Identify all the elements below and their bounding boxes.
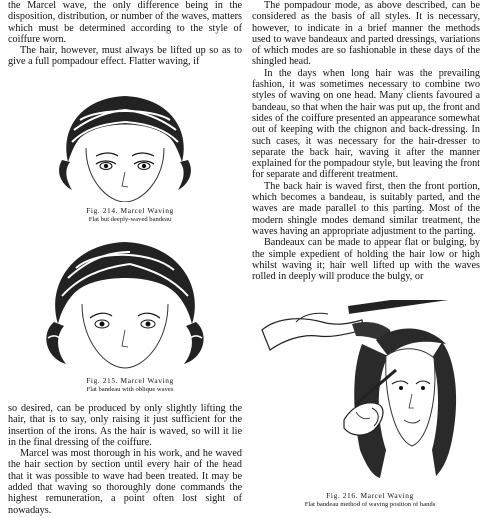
paragraph: Bandeaux can be made to appear flat or bulging, by the simple expedient of holding the hair low or high whilst waving it; hair well lifted up with the waves rolled in deeply will produce the bulgy, or [252, 237, 480, 283]
left-column-bottom-text [8, 403, 242, 516]
figure-215-caption [55, 376, 205, 394]
left-column-top-text [8, 0, 242, 68]
right-column-text [252, 0, 480, 282]
figure-subtitle: Flat bandeau with oblique waves [86, 386, 174, 393]
paragraph: In the days when long hair was the prevailing fashion, it was sometimes necessary to combine two styles of waving on one head. Many clients favoured a bandeau, so that when the hair was put up, the front and sides of the coiffure presented an appearance somewhat out of keeping with the chignon and back-dressing. In such cases, it was necessary for the hair-dresser to separate the back hair, waving it after the manner explained for the pompadour style, but leaving the front for separate and different treatment. [252, 67, 480, 181]
figure-number: Fig. 214. [86, 206, 119, 215]
figure-title: Marcel Waving [120, 206, 174, 215]
comb-icon [348, 300, 468, 314]
figure-214-illustration [50, 90, 200, 202]
paragraph: so desired, can be produced by only slightly lifting the hair, that is to say, only raising it just sufficient for the insertion of the irons. As the hair is waved, so will it lie in the final dressing of the coiffure. [8, 403, 242, 448]
figure-number: Fig. 215. [86, 376, 119, 385]
figure-title: Marcel Waving [360, 491, 414, 500]
figure-subtitle: Flat bandeau method of waving position of hands [304, 501, 436, 508]
paragraph: The pompadour mode, as above described, can be considered as the basis of all styles. It is necessary, however, to indicate in a brief manner the methods used to wave bandeaux and parted dressings, variations of which modes are so fashionable in these days of the shingled head. [252, 0, 480, 68]
paragraph: The hair, however, must always be lifted up so as to give a full pompadour effect. Flatter waving, if [8, 45, 242, 68]
figure-title: Marcel Waving [120, 376, 174, 385]
paragraph: Marcel was most thorough in his work, and he waved the hair section by section until every hair of the head that it was possible to wave had been treated. It may be added that waving so thoroughly done commands the highest remuneration, a point often lost sight of nowadays. [8, 448, 242, 516]
paragraph: The back hair is waved first, then the front portion, which becomes a bandeau, is suitably parted, and the waves are made parallel to this parting. Most of the modern shingle modes demand similar treatment, the waves having an appropriate adjustment to the parting. [252, 180, 480, 237]
figure-216-illustration [256, 300, 480, 480]
figure-214-caption [60, 206, 200, 224]
figure-number: Fig. 216. [326, 491, 359, 500]
figure-subtitle: Flat but deeply-waved bandeau [88, 216, 172, 223]
figure-216-caption [270, 491, 470, 509]
paragraph: the Marcel wave, the only difference being in the disposition, distribution, or number of the waves, matters which must be determined according to the style of coiffure worn. [8, 0, 242, 45]
figure-215-illustration [40, 238, 210, 370]
